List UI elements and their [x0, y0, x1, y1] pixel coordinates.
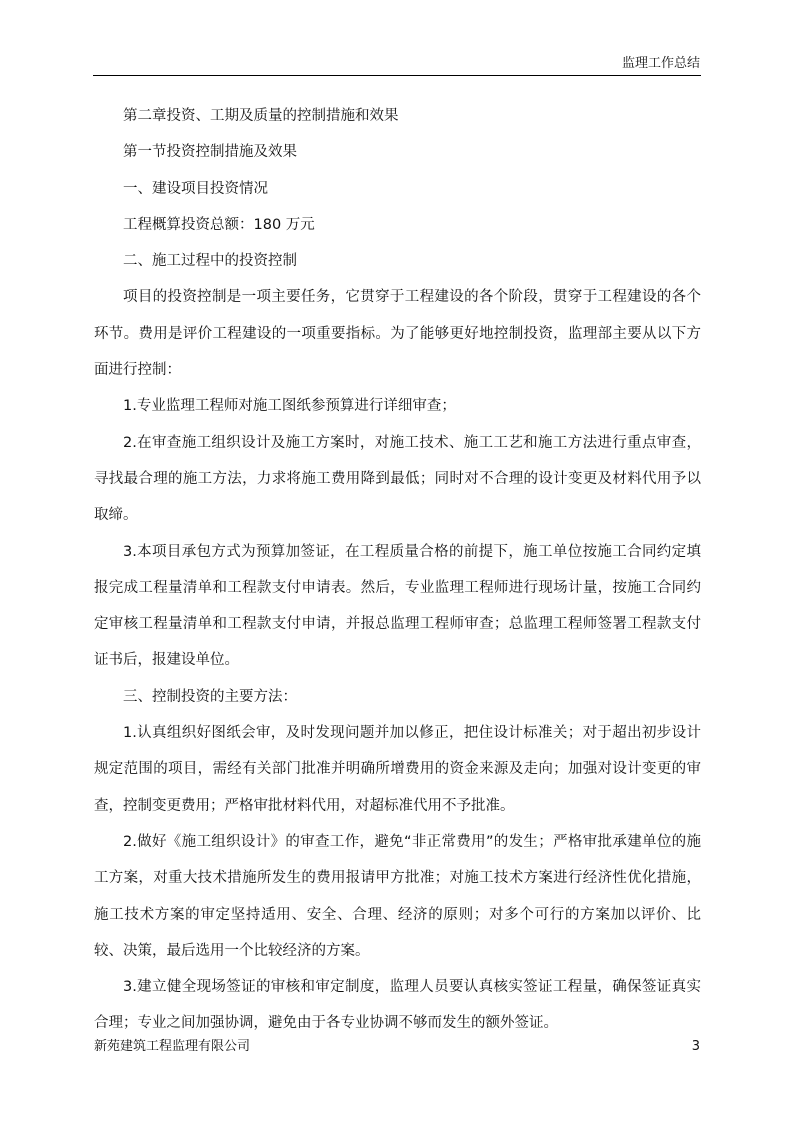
section-title: 第一节投资控制措施及效果 — [123, 144, 297, 161]
method-item-2: 2.做好《施工组织设计》的审查工作，避免“非正常费用”的发生；严格审批承建单位的施工方案，对重大技术措施所发生的费用报请甲方批准；对施工技术方案进行经济性优化措施，施工技术方案的审定坚持适用、安全、合理、经济的原则；对多个可行的方案加以评价、比较、决策，最后选用一个比较经济的方案。 — [94, 833, 701, 959]
chapter-title: 第二章投资、工期及质量的控制措施和效果 — [123, 108, 399, 124]
method-item-3: 3.建立健全现场签证的审核和审定制度，监理人员要认真核实签证工程量，确保签证真实合理；专业之间加强协调，避免由于各专业协调不够而发生的额外签证。 — [94, 979, 701, 1032]
method-item-1: 1.认真组织好图纸会审，及时发现问题并加以修正，把住设计标准关；对于超出初步设计规定范围的项目，需经有关部门批准并明确所增费用的资金来源及走向；加强对设计变更的审查，控制变更费用；严格审批材料代用，对超标准代用不予批准。 — [94, 725, 701, 814]
running-header-title: 监理工作总结 — [621, 56, 700, 71]
control-item-3: 3.本项目承包方式为预算加签证，在工程质量合格的前提下，施工单位按施工合同约定填报完成工程量清单和工程款支付申请表。然后，专业监理工程师进行现场计量，按施工合同约定审核工程量清单和工程款支付申请，并报总监理工程师审查；总监理工程师签署工程款支付证书后，报建设单位。 — [94, 543, 701, 669]
heading-process-control: 二、施工过程中的投资控制 — [123, 253, 297, 270]
control-item-1: 1.专业监理工程师对施工图纸参预算进行详细审查； — [123, 398, 456, 415]
control-item-2: 2.在审查施工组织设计及施工方案时，对施工技术、施工工艺和施工方法进行重点审查，寻找最合理的施工方法，力求将施工费用降到最低；同时对不合理的设计变更及材料代用予以取缔。 — [94, 434, 701, 524]
budget-total: 工程概算投资总额：180 万元 — [123, 216, 315, 233]
footer-company: 新苑建筑工程监理有限公司 — [94, 1039, 251, 1054]
document-body — [94, 98, 701, 1042]
heading-main-methods: 三、控制投资的主要方法： — [123, 688, 297, 705]
header-divider — [93, 75, 701, 76]
heading-investment-situation: 一、建设项目投资情况 — [123, 180, 268, 197]
page-number: 3 — [691, 1039, 700, 1054]
intro-paragraph: 项目的投资控制是一项主要任务，它贯穿于工程建设的各个阶段，贯穿于工程建设的各个环节。费用是评价工程建设的一项重要指标。为了能够更好地控制投资，监理部主要从以下方面进行控制： — [94, 289, 701, 379]
